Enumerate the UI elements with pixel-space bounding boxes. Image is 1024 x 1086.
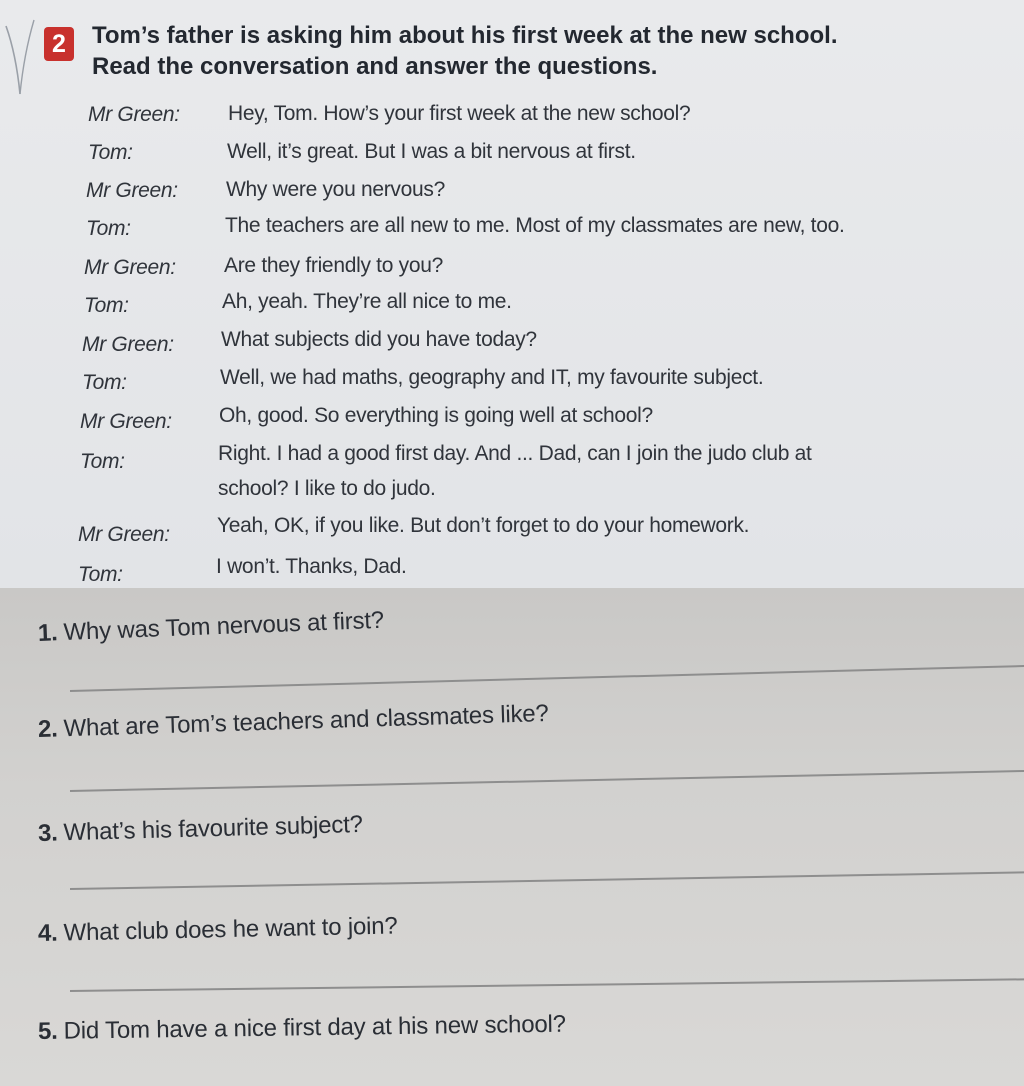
dialogue-speaker: Tom: bbox=[82, 371, 127, 394]
dialogue-line: Yeah, OK, if you like. But don’t forget to do your homework. bbox=[217, 514, 750, 537]
exercise-instruction-line-2: Read the conversation and answer the questions. bbox=[92, 53, 658, 80]
dialogue-line: Hey, Tom. How’s your first week at the new school? bbox=[228, 102, 691, 125]
dialogue-speaker: Mr Green: bbox=[88, 103, 180, 126]
dialogue-line: Ah, yeah. They’re all nice to me. bbox=[222, 290, 512, 313]
question-text: What’s his favourite subject? bbox=[63, 810, 364, 847]
dialogue-speaker: Mr Green: bbox=[84, 256, 176, 279]
question-number: 4. bbox=[37, 919, 58, 947]
dialogue-line-continuation: school? I like to do judo. bbox=[218, 477, 436, 500]
dialogue-speaker: Mr Green: bbox=[82, 333, 174, 356]
dialogue-line: Well, we had maths, geography and IT, my favourite subject. bbox=[220, 366, 764, 389]
pen-mark-icon bbox=[2, 14, 36, 98]
exercise-instruction-line-1: Tom’s father is asking him about his first week at the new school. bbox=[92, 22, 838, 49]
question-number: 3. bbox=[37, 819, 58, 847]
dialogue-speaker: Mr Green: bbox=[86, 179, 178, 202]
dialogue-speaker: Tom: bbox=[88, 141, 133, 164]
dialogue-speaker: Tom: bbox=[78, 563, 123, 586]
dialogue-line: Why were you nervous? bbox=[226, 178, 445, 201]
dialogue-line: I won’t. Thanks, Dad. bbox=[216, 555, 407, 578]
dialogue-speaker: Tom: bbox=[80, 450, 125, 473]
question-text: Why was Tom nervous at first? bbox=[63, 606, 385, 647]
dialogue-line: What subjects did you have today? bbox=[221, 328, 537, 351]
question-number: 1. bbox=[37, 619, 59, 647]
dialogue-speaker: Tom: bbox=[84, 294, 129, 317]
dialogue-speaker: Tom: bbox=[86, 217, 131, 240]
dialogue-speaker: Mr Green: bbox=[80, 410, 172, 433]
dialogue-speaker: Mr Green: bbox=[78, 523, 170, 546]
dialogue-line: Right. I had a good first day. And ... Dad, can I join the judo club at bbox=[218, 442, 812, 465]
exercise-number-badge: 2 bbox=[44, 27, 74, 61]
dialogue-line: Well, it’s great. But I was a bit nervous at first. bbox=[227, 140, 636, 163]
question-text: What are Tom’s teachers and classmates like? bbox=[63, 699, 549, 743]
question-text: Did Tom have a nice first day at his new school? bbox=[63, 1010, 566, 1045]
question-number: 5. bbox=[37, 1017, 58, 1045]
question-number: 2. bbox=[37, 715, 59, 743]
dialogue-line: The teachers are all new to me. Most of my classmates are new, too. bbox=[225, 214, 845, 237]
dialogue-line: Oh, good. So everything is going well at school? bbox=[219, 404, 653, 427]
dialogue-line: Are they friendly to you? bbox=[224, 254, 443, 277]
question-text: What club does he want to join? bbox=[63, 912, 398, 947]
